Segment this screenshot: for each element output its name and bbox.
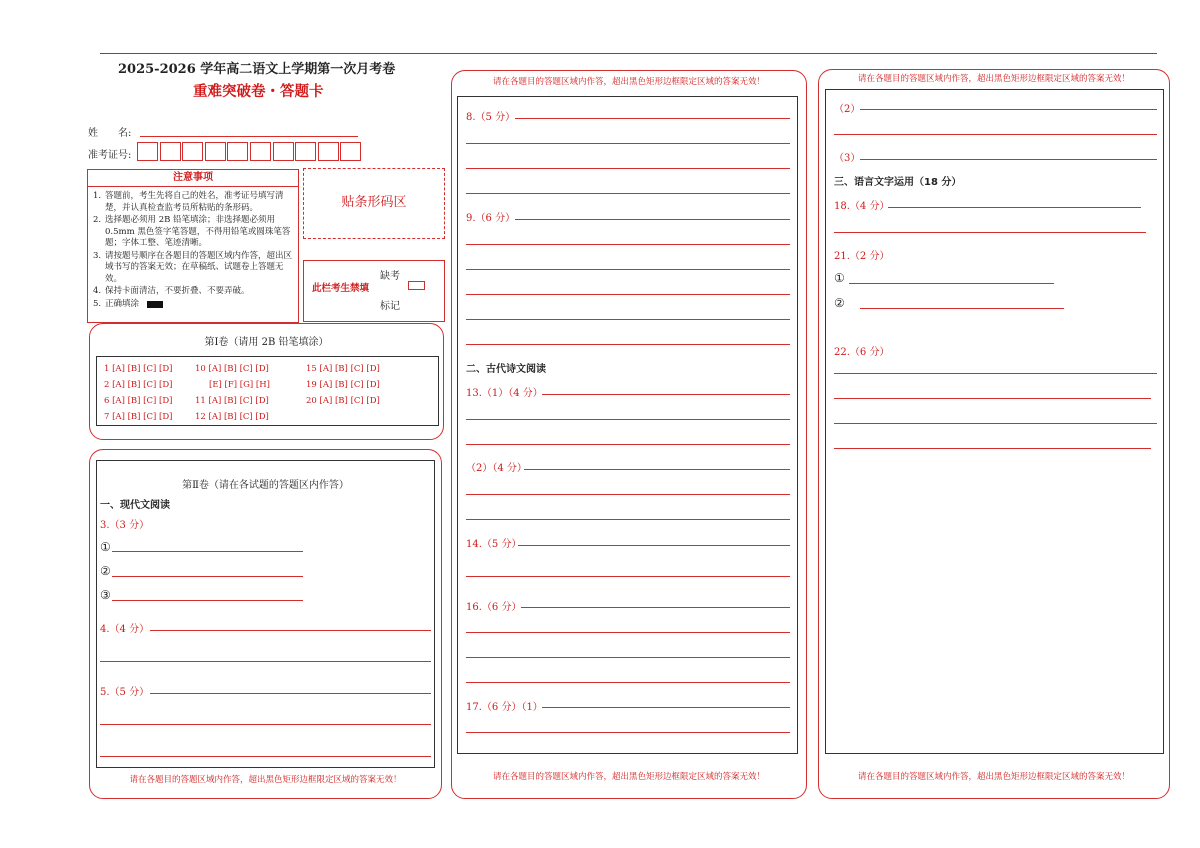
answer-line[interactable]	[112, 600, 303, 601]
answer-line[interactable]	[100, 756, 431, 757]
answer-line[interactable]	[834, 398, 1151, 399]
answer-line[interactable]	[466, 732, 790, 733]
notice-box	[87, 169, 299, 323]
answer-line[interactable]	[466, 344, 790, 345]
notice-item: 2. 选择题必须用 2B 铅笔填涂；非选择题必须用 0.5mm 黑色签字笔答题，不得用铅笔或圆珠笔答题；字体工整、笔迹清晰。	[93, 215, 291, 248]
question-22-label: 22.（6 分）	[834, 347, 890, 358]
answer-line[interactable]	[515, 219, 790, 220]
choice-row[interactable]: [E] [F] [G] [H]	[209, 380, 270, 390]
choice-row[interactable]: 6 [A] [B] [C] [D]	[104, 396, 173, 406]
question-17-label: 17.（6 分）（1）	[466, 702, 543, 713]
part1-title: 第Ⅰ卷（请用 2B 铅笔填涂）	[204, 337, 329, 348]
absent-mark-bottom: 标记	[380, 301, 400, 312]
absent-mark-top: 缺考	[380, 271, 400, 282]
exam-id-boxes[interactable]	[137, 142, 363, 161]
circle-1-label: ①	[834, 271, 845, 285]
answer-line[interactable]	[466, 657, 790, 658]
answer-line[interactable]	[466, 168, 790, 169]
name-field[interactable]	[140, 136, 358, 137]
name-label: 姓 名:	[88, 128, 132, 139]
choice-row[interactable]: 20 [A] [B] [C] [D]	[306, 396, 380, 406]
question-14-label: 14.（5 分）	[466, 539, 522, 550]
choice-row[interactable]: 12 [A] [B] [C] [D]	[195, 412, 269, 422]
exam-id-digit-box[interactable]	[205, 142, 226, 161]
answer-line[interactable]	[466, 143, 790, 144]
answer-line[interactable]	[834, 134, 1157, 135]
question-18-label: 18.（4 分）	[834, 201, 890, 212]
exam-id-digit-box[interactable]	[318, 142, 339, 161]
answer-line[interactable]	[150, 693, 431, 694]
exam-id-digit-box[interactable]	[160, 142, 181, 161]
answer-line[interactable]	[849, 283, 1054, 284]
warning-note: 请在各题目的答题区域内作答，超出黑色矩形边框限定区域的答案无效！	[129, 775, 402, 785]
notice-item: 4. 保持卡面清洁，不要折叠、不要弄破。	[93, 286, 250, 296]
section2-heading: 二、古代诗文阅读	[466, 364, 546, 375]
answer-line[interactable]	[542, 394, 790, 395]
choice-row[interactable]: 19 [A] [B] [C] [D]	[306, 380, 380, 390]
absent-label: 此栏考生禁填	[312, 283, 370, 294]
exam-id-label: 准考证号:	[88, 150, 132, 161]
section3-heading: 三、语言文字运用（18 分）	[834, 177, 962, 188]
question-21-label: 21.（2 分）	[834, 251, 890, 262]
question-16-label: 16.（6 分）	[466, 602, 522, 613]
question-13-1-label: 13.（1）（4 分）	[466, 388, 543, 399]
answer-line[interactable]	[860, 308, 1064, 309]
column2-answer-frame	[457, 96, 798, 754]
answer-line[interactable]	[112, 576, 303, 577]
answer-line[interactable]	[515, 118, 790, 119]
notice-item: 1. 答题前，考生先将自己的姓名，准考证号填写清楚，并认真检查监考员所粘贴的条形码。	[93, 191, 284, 213]
question-13-2-label: （2）（4 分）	[466, 463, 527, 474]
top-rule	[100, 53, 1157, 54]
answer-line[interactable]	[466, 319, 790, 320]
choice-row[interactable]: 7 [A] [B] [C] [D]	[104, 412, 173, 422]
answer-line[interactable]	[466, 294, 790, 295]
notice-item: 3. 请按题号顺序在各题目的答题区域内作答，超出区域书写的答案无效；在草稿纸、试题卷上答题无效。	[93, 250, 293, 284]
answer-line[interactable]	[466, 193, 790, 194]
barcode-area	[303, 168, 445, 239]
exam-id-digit-box[interactable]	[182, 142, 203, 161]
answer-line[interactable]	[466, 419, 790, 420]
circle-2-label: ②	[100, 564, 111, 578]
exam-id-digit-box[interactable]	[137, 142, 158, 161]
answer-line[interactable]	[834, 423, 1157, 424]
barcode-label: 贴条形码区	[341, 195, 407, 210]
notice-title: 注意事项	[88, 170, 298, 187]
answer-line[interactable]	[100, 724, 431, 725]
warning-note: 请在各题目的答题区域内作答，超出黑色矩形边框限定区域的答案无效！	[492, 772, 765, 782]
question-9-label: 9.（6 分）	[466, 213, 516, 224]
circle-1-label: ①	[100, 540, 111, 554]
absent-mark-box[interactable]	[408, 281, 425, 290]
part-3-label: （3）	[834, 153, 861, 164]
answer-line[interactable]	[860, 109, 1157, 110]
answer-line[interactable]	[860, 159, 1157, 160]
answer-line[interactable]	[466, 632, 790, 633]
answer-line[interactable]	[150, 630, 431, 631]
answer-line[interactable]	[888, 207, 1141, 208]
card-subtitle: 重难突破卷・答题卡	[193, 84, 324, 100]
answer-line[interactable]	[466, 269, 790, 270]
answer-line[interactable]	[834, 232, 1146, 233]
answer-line[interactable]	[466, 519, 790, 520]
choice-row[interactable]: 11 [A] [B] [C] [D]	[195, 396, 269, 406]
answer-line[interactable]	[100, 661, 431, 662]
exam-title: 2025-2026 学年高二语文上学期第一次月考卷	[118, 62, 396, 77]
part-2-label: （2）	[834, 104, 861, 115]
exam-id-digit-box[interactable]	[295, 142, 316, 161]
exam-id-digit-box[interactable]	[250, 142, 271, 161]
warning-note: 请在各题目的答题区域内作答，超出黑色矩形边框限定区域的答案无效！	[857, 772, 1130, 782]
answer-line[interactable]	[466, 444, 790, 445]
exam-id-digit-box[interactable]	[273, 142, 294, 161]
answer-line[interactable]	[466, 682, 790, 683]
notice-item: 5. 正确填涂	[93, 299, 293, 311]
warning-note: 请在各题目的答题区域内作答，超出黑色矩形边框限定区域的答案无效！	[492, 77, 765, 87]
answer-line[interactable]	[466, 244, 790, 245]
section1-heading: 一、现代文阅读	[100, 500, 170, 511]
absent-box	[303, 260, 445, 322]
filled-mark-sample	[147, 301, 163, 308]
answer-line[interactable]	[466, 576, 790, 577]
question-8-label: 8.（5 分）	[466, 112, 516, 123]
exam-id-digit-box[interactable]	[227, 142, 248, 161]
circle-2-label: ②	[834, 296, 845, 310]
circle-3-label: ③	[100, 588, 111, 602]
answer-line[interactable]	[834, 448, 1151, 449]
question-5-label: 5.（5 分）	[100, 687, 150, 698]
column3-answer-frame	[825, 89, 1164, 754]
answer-line[interactable]	[518, 545, 790, 546]
question-3-label: 3.（3 分）	[100, 520, 150, 531]
warning-note: 请在各题目的答题区域内作答，超出黑色矩形边框限定区域的答案无效！	[857, 74, 1130, 84]
choice-row[interactable]: 2 [A] [B] [C] [D]	[104, 380, 173, 390]
answer-line[interactable]	[521, 607, 790, 608]
answer-line[interactable]	[834, 373, 1157, 374]
choice-row[interactable]: 1 [A] [B] [C] [D]	[104, 364, 173, 374]
answer-line[interactable]	[542, 707, 790, 708]
choice-row[interactable]: 10 [A] [B] [C] [D]	[195, 364, 269, 374]
answer-line[interactable]	[524, 469, 790, 470]
choice-row[interactable]: 15 [A] [B] [C] [D]	[306, 364, 380, 374]
exam-id-digit-box[interactable]	[340, 142, 361, 161]
part2-title: 第Ⅱ卷（请在各试题的答题区内作答）	[182, 480, 349, 491]
answer-line[interactable]	[466, 494, 790, 495]
question-4-label: 4.（4 分）	[100, 624, 150, 635]
answer-line[interactable]	[112, 551, 303, 552]
